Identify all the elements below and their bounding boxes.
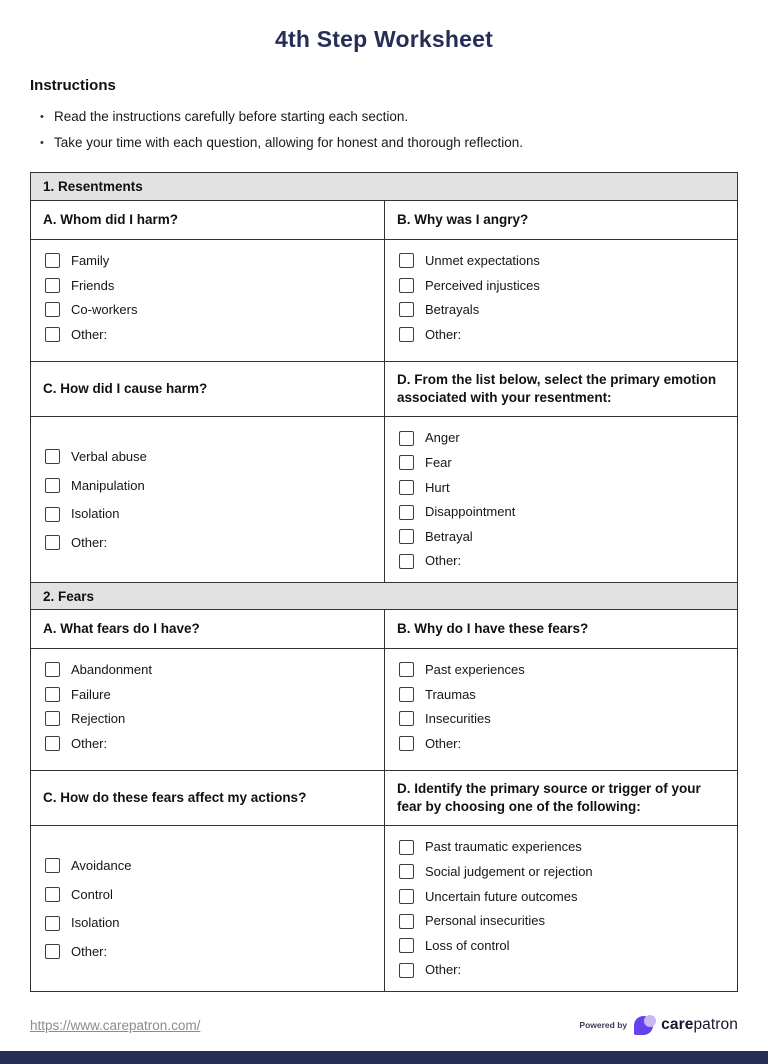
- option-item[interactable]: [45, 278, 370, 294]
- option-item[interactable]: [399, 553, 723, 569]
- option-label: Past experiences: [425, 662, 525, 677]
- option-item[interactable]: [399, 529, 723, 545]
- option-label: Other:: [425, 962, 462, 978]
- question-row: [31, 770, 737, 825]
- question-cell: [384, 362, 737, 416]
- option-label: Traumas: [425, 686, 476, 702]
- carepatron-logo-icon: [634, 1014, 656, 1036]
- option-item[interactable]: [399, 839, 723, 855]
- option-label: Betrayal: [425, 528, 473, 544]
- checkbox-icon[interactable]: [45, 711, 60, 726]
- options-row: [31, 825, 737, 991]
- option-label: Disappointment: [425, 504, 516, 520]
- checkbox-icon[interactable]: [399, 938, 414, 953]
- checkbox-icon[interactable]: [399, 278, 414, 293]
- option-item[interactable]: [45, 858, 370, 874]
- checkbox-icon[interactable]: [45, 535, 60, 550]
- option-item[interactable]: [399, 327, 723, 343]
- checkbox-icon[interactable]: [399, 963, 414, 978]
- page-title: 4th Step Worksheet: [275, 26, 493, 52]
- instruction-bullet: [40, 130, 738, 156]
- powered-by-label: Powered by: [579, 1020, 628, 1030]
- options-cell: [384, 240, 737, 361]
- checkbox-icon[interactable]: [45, 327, 60, 342]
- question-cell: [384, 201, 737, 239]
- question-row: [31, 609, 737, 648]
- option-label: Betrayals: [425, 302, 480, 318]
- checkbox-icon[interactable]: [399, 889, 414, 904]
- option-item[interactable]: [45, 915, 370, 931]
- checkbox-icon[interactable]: [399, 302, 414, 317]
- option-item[interactable]: [45, 327, 370, 343]
- footer: [0, 1014, 768, 1036]
- option-label: Unmet expectations: [425, 253, 540, 268]
- question-text: B. Why do I have these fears?: [397, 620, 589, 636]
- option-item[interactable]: [45, 736, 370, 752]
- brand-patron: patron: [693, 1016, 738, 1033]
- instructions-list: [30, 104, 738, 156]
- powered-by-badge: [579, 1014, 738, 1036]
- checkbox-icon[interactable]: [45, 916, 60, 931]
- checkbox-icon[interactable]: [399, 711, 414, 726]
- instructions-heading: Instructions: [30, 77, 116, 94]
- option-label: Family: [71, 253, 110, 268]
- checkbox-icon[interactable]: [45, 887, 60, 902]
- checkbox-icon[interactable]: [399, 864, 414, 879]
- checkbox-icon[interactable]: [399, 480, 414, 495]
- option-label: Co-workers: [71, 302, 138, 318]
- carepatron-link[interactable]: https://www.carepatron.com/: [30, 1017, 201, 1033]
- option-item[interactable]: [399, 864, 723, 880]
- option-item[interactable]: [399, 253, 723, 269]
- options-row: [31, 416, 737, 582]
- question-cell: [31, 201, 384, 239]
- section-header-2: [31, 582, 737, 609]
- question-cell: [31, 362, 384, 416]
- options-cell: [31, 240, 384, 361]
- option-item[interactable]: [45, 449, 370, 465]
- option-item[interactable]: [45, 687, 370, 703]
- bottom-navy-bar: [0, 1051, 768, 1064]
- checkbox-icon[interactable]: [45, 278, 60, 293]
- question-text: D. From the list below, select the primary emotion associated with your resentment:: [397, 372, 717, 406]
- option-label: Uncertain future outcomes: [425, 888, 578, 904]
- question-text: C. How do these fears affect my actions?: [43, 790, 307, 806]
- option-label: Past traumatic experiences: [425, 839, 582, 855]
- option-item[interactable]: [45, 887, 370, 903]
- options-cell: [384, 826, 737, 991]
- option-item[interactable]: [45, 711, 370, 727]
- section-title: 1. Resentments: [43, 179, 143, 194]
- option-label: Insecurities: [425, 711, 491, 727]
- option-label: Loss of control: [425, 937, 510, 953]
- bullet-icon: •: [40, 137, 44, 149]
- option-item[interactable]: [399, 455, 723, 471]
- option-item[interactable]: [399, 430, 723, 446]
- checkbox-icon[interactable]: [45, 662, 60, 677]
- option-label: Control: [71, 886, 113, 902]
- option-item[interactable]: [399, 736, 723, 752]
- option-label: Fear: [425, 455, 452, 471]
- question-cell: [31, 610, 384, 648]
- checkbox-icon[interactable]: [45, 507, 60, 522]
- option-label: Other:: [71, 943, 108, 959]
- option-item[interactable]: [399, 687, 723, 703]
- checkbox-icon[interactable]: [399, 455, 414, 470]
- question-row: [31, 200, 737, 239]
- question-text: C. How did I cause harm?: [43, 381, 208, 397]
- question-text: B. Why was I angry?: [397, 211, 529, 227]
- option-item[interactable]: [399, 662, 723, 678]
- option-label: Avoidance: [71, 858, 132, 874]
- brand-care: care: [661, 1016, 694, 1033]
- option-label: Other:: [425, 326, 462, 342]
- options-cell: [384, 649, 737, 770]
- question-text: A. Whom did I harm?: [43, 211, 178, 227]
- checkbox-icon[interactable]: [399, 529, 414, 544]
- question-text: A. What fears do I have?: [43, 620, 200, 636]
- checkbox-icon[interactable]: [399, 327, 414, 342]
- option-item[interactable]: [45, 253, 370, 269]
- section-title: 2. Fears: [43, 588, 95, 604]
- option-item[interactable]: [399, 480, 723, 496]
- option-label: Rejection: [71, 711, 126, 727]
- option-label: Manipulation: [71, 477, 145, 493]
- checkbox-icon[interactable]: [399, 505, 414, 520]
- section-header-1: [31, 173, 737, 200]
- option-label: Hurt: [425, 479, 450, 495]
- option-label: Anger: [425, 430, 460, 446]
- option-label: Other:: [71, 534, 108, 550]
- option-label: Failure: [71, 686, 111, 702]
- checkbox-icon[interactable]: [45, 302, 60, 317]
- checkbox-icon[interactable]: [399, 736, 414, 751]
- option-label: Social judgement or rejection: [425, 864, 593, 880]
- options-row: [31, 239, 737, 361]
- option-label: Other:: [425, 735, 462, 751]
- option-label: Isolation: [71, 915, 120, 931]
- option-item[interactable]: [45, 535, 370, 551]
- option-label: Other:: [71, 735, 108, 751]
- options-row: [31, 648, 737, 770]
- options-cell: [31, 649, 384, 770]
- option-item[interactable]: [399, 889, 723, 905]
- option-item[interactable]: [399, 504, 723, 520]
- checkbox-icon[interactable]: [45, 858, 60, 873]
- brand-wordmark: [661, 1016, 738, 1034]
- question-cell: [384, 771, 737, 825]
- checkbox-icon[interactable]: [45, 478, 60, 493]
- option-label: Isolation: [71, 506, 120, 522]
- option-item[interactable]: [399, 913, 723, 929]
- checkbox-icon[interactable]: [399, 431, 414, 446]
- instruction-text: Read the instructions carefully before starting each section.: [54, 109, 409, 124]
- checkbox-icon[interactable]: [45, 736, 60, 751]
- option-label: Perceived injustices: [425, 277, 540, 293]
- option-item[interactable]: [45, 478, 370, 494]
- question-cell: [31, 771, 384, 825]
- option-label: Verbal abuse: [71, 449, 147, 465]
- question-cell: [384, 610, 737, 648]
- bullet-icon: •: [40, 111, 44, 123]
- instruction-bullet: [40, 104, 738, 130]
- logo-bubble-shape: [644, 1015, 656, 1027]
- checkbox-icon[interactable]: [45, 449, 60, 464]
- checkbox-icon[interactable]: [45, 944, 60, 959]
- checkbox-icon[interactable]: [399, 687, 414, 702]
- instructions-section: [30, 77, 738, 156]
- question-row: [31, 361, 737, 416]
- option-item[interactable]: [45, 944, 370, 960]
- options-cell: [31, 417, 384, 582]
- options-cell: [31, 826, 384, 991]
- worksheet-table: [30, 172, 738, 992]
- option-item[interactable]: [45, 506, 370, 522]
- option-item[interactable]: [399, 302, 723, 318]
- checkbox-icon[interactable]: [399, 840, 414, 855]
- option-label: Abandonment: [71, 662, 152, 677]
- option-item[interactable]: [45, 662, 370, 678]
- option-label: Personal insecurities: [425, 913, 545, 929]
- instruction-text: Take your time with each question, allowing for honest and thorough reflection.: [54, 135, 524, 150]
- option-item[interactable]: [399, 278, 723, 294]
- option-label: Other:: [71, 326, 108, 342]
- option-label: Other:: [425, 553, 462, 569]
- checkbox-icon[interactable]: [45, 687, 60, 702]
- checkbox-icon[interactable]: [399, 662, 414, 677]
- checkbox-icon[interactable]: [399, 554, 414, 569]
- checkbox-icon[interactable]: [399, 914, 414, 929]
- option-label: Friends: [71, 277, 115, 293]
- option-item[interactable]: [399, 938, 723, 954]
- question-text: D. Identify the primary source or trigger of your fear by choosing one of the following:: [397, 781, 701, 815]
- checkbox-icon[interactable]: [399, 253, 414, 268]
- option-item[interactable]: [45, 302, 370, 318]
- options-cell: [384, 417, 737, 582]
- option-item[interactable]: [399, 711, 723, 727]
- option-item[interactable]: [399, 962, 723, 978]
- checkbox-icon[interactable]: [45, 253, 60, 268]
